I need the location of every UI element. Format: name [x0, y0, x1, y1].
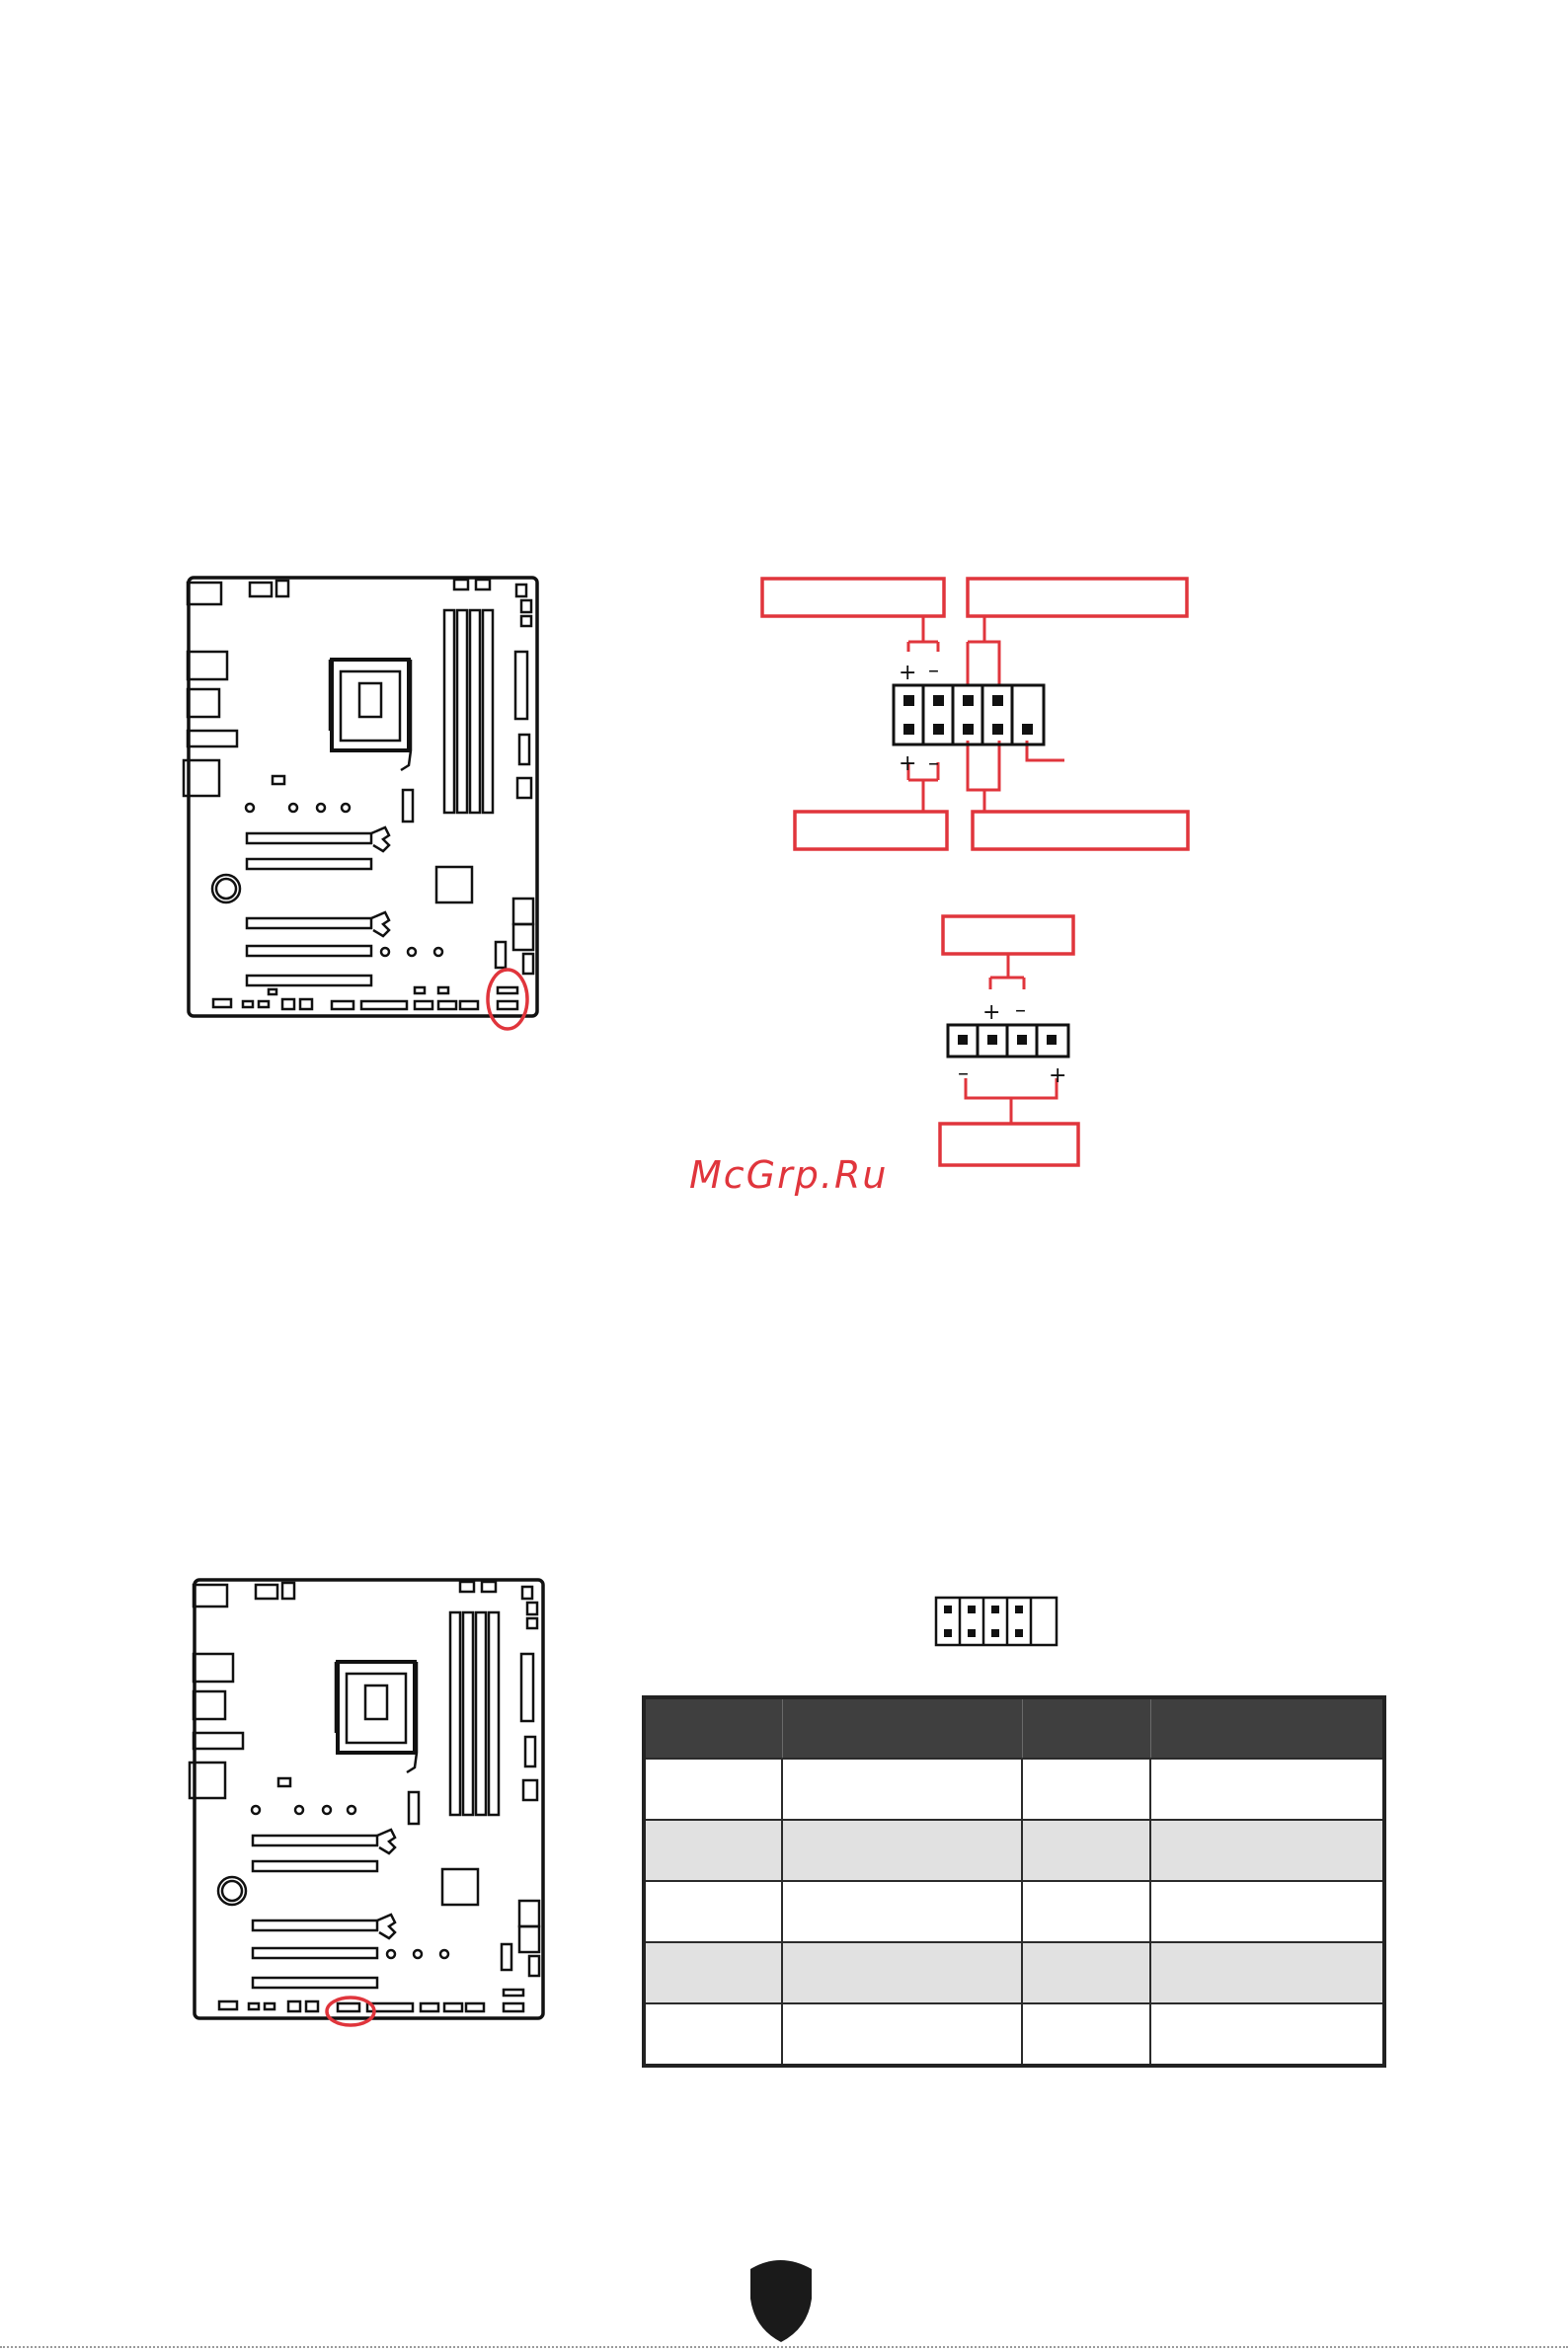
plus-sign: +	[1049, 1063, 1067, 1088]
table-cell	[1022, 1759, 1150, 1820]
minus-sign: –	[928, 659, 939, 683]
shield-logo-icon	[750, 2260, 812, 2342]
table-cell	[1150, 2003, 1384, 2066]
label-box-top-left	[762, 579, 944, 616]
label-box-bottom-left	[795, 812, 947, 849]
table-header-row	[644, 1697, 1384, 1759]
label-box-upper	[943, 916, 1073, 954]
table-cell	[644, 1820, 782, 1881]
table-row	[644, 1820, 1384, 1881]
table-cell	[1150, 1942, 1384, 2003]
plus-sign: +	[899, 751, 917, 776]
motherboard-map-top	[184, 578, 537, 1016]
front-panel-pin-diagram	[762, 579, 1188, 849]
table-cell	[1150, 1759, 1384, 1820]
table-cell	[782, 2003, 1022, 2066]
table-cell	[644, 1881, 782, 1942]
table-cell	[782, 1942, 1022, 2003]
label-box-lower	[940, 1124, 1078, 1165]
table-cell	[1022, 2003, 1150, 2066]
table-header-cell	[782, 1697, 1022, 1759]
table-cell	[1022, 1881, 1150, 1942]
table-cell	[1022, 1942, 1150, 2003]
table-row	[644, 1881, 1384, 1942]
table-cell	[782, 1820, 1022, 1881]
minus-sign: –	[958, 1061, 969, 1086]
table-cell	[644, 1759, 782, 1820]
table-header-cell	[1150, 1697, 1384, 1759]
minus-sign: –	[1015, 998, 1026, 1023]
table-header-cell	[644, 1697, 782, 1759]
plus-sign: +	[899, 661, 917, 685]
page-bottom-rule	[0, 2346, 1568, 2348]
table-cell	[782, 1759, 1022, 1820]
label-box-bottom-right	[973, 812, 1188, 849]
minus-sign: –	[928, 751, 939, 776]
label-box-top-right	[968, 579, 1187, 616]
table-cell	[644, 1942, 782, 2003]
motherboard-map-bottom	[190, 1580, 543, 2018]
table-cell	[644, 2003, 782, 2066]
table-row	[644, 2003, 1384, 2066]
four-pin-diagram	[940, 916, 1078, 1165]
table-cell	[782, 1881, 1022, 1942]
table-cell	[1150, 1881, 1384, 1942]
plus-sign: +	[982, 1000, 1001, 1025]
table-row	[644, 1942, 1384, 2003]
watermark-text: McGrp.Ru	[689, 1153, 889, 1197]
table-row	[644, 1759, 1384, 1820]
header-pin-icon	[936, 1598, 1057, 1645]
table-cell	[1022, 1820, 1150, 1881]
highlight-marker-top	[488, 970, 527, 1029]
pin-definition-table	[642, 1695, 1386, 2068]
table-cell	[1150, 1820, 1384, 1881]
table-header-cell	[1022, 1697, 1150, 1759]
